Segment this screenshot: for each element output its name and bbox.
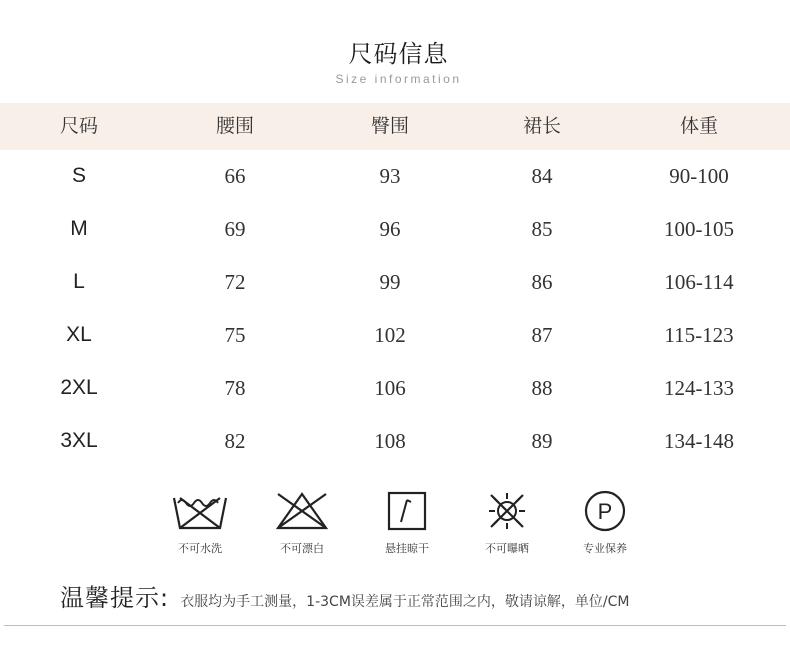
cell-weight: 100-105 [664, 217, 734, 241]
page-title: 尺码信息 [348, 40, 449, 68]
cell-waist: 75 [224, 323, 246, 347]
cell-hip: 102 [374, 323, 406, 347]
cell-skirt-length: 87 [531, 323, 553, 347]
care-icons [0, 490, 790, 560]
cell-weight: 90-100 [669, 164, 729, 188]
care-item-no-bleach [257, 490, 347, 556]
bottom-divider [4, 625, 786, 626]
professional-care-icon [575, 490, 635, 532]
cell-skirt-length: 84 [531, 164, 553, 188]
no-wash-icon [170, 490, 230, 532]
header-weight: 体重 [679, 115, 718, 137]
cell-weight: 124-133 [664, 376, 734, 400]
svg-text:P: P [597, 499, 613, 524]
cell-skirt-length: 86 [531, 270, 553, 294]
cell-waist: 69 [224, 217, 246, 241]
notice [60, 578, 629, 613]
care-item-no-wash [155, 490, 245, 556]
header-skirt-length: 裙长 [522, 115, 561, 137]
notice-text: 衣服均为手工测量，1-3CM误差属于正常范围之内，敬请谅解，单位/CM [180, 594, 630, 610]
care-label: 不可水洗 [178, 542, 222, 555]
cell-size: 2XL [60, 376, 98, 399]
cell-hip: 99 [379, 270, 401, 294]
no-sun-icon [477, 490, 537, 532]
care-item-hang-dry [362, 490, 452, 556]
cell-skirt-length: 89 [531, 429, 553, 453]
header-waist: 腰围 [215, 115, 254, 137]
cell-waist: 82 [224, 429, 246, 453]
cell-waist: 72 [224, 270, 246, 294]
care-label: 不可曝晒 [485, 542, 529, 555]
page-subtitle: Size information [335, 72, 462, 86]
cell-size: 3XL [60, 429, 98, 452]
cell-size: XL [66, 323, 92, 346]
care-label: 专业保养 [583, 542, 627, 555]
cell-hip: 96 [379, 217, 401, 241]
cell-size: L [73, 270, 85, 293]
cell-size: S [71, 164, 86, 187]
header-size: 尺码 [59, 115, 98, 137]
cell-weight: 115-123 [664, 323, 734, 347]
cell-skirt-length: 88 [531, 376, 553, 400]
cell-size: M [70, 217, 88, 240]
cell-waist: 78 [224, 376, 246, 400]
cell-hip: 108 [374, 429, 406, 453]
cell-skirt-length: 85 [531, 217, 553, 241]
care-label: 不可漂白 [280, 542, 324, 555]
cell-weight: 134-148 [664, 429, 734, 453]
header-hip: 臀围 [370, 115, 409, 137]
care-item-no-sun [462, 490, 552, 556]
no-bleach-icon [272, 490, 332, 532]
cell-weight: 106-114 [664, 270, 734, 294]
care-label: 悬挂晾干 [385, 542, 429, 555]
notice-title: 温馨提示: [60, 584, 170, 612]
cell-waist: 66 [224, 164, 246, 188]
care-item-professional [560, 490, 650, 556]
cell-hip: 106 [374, 376, 406, 400]
cell-hip: 93 [379, 164, 401, 188]
hang-dry-icon [377, 490, 437, 532]
